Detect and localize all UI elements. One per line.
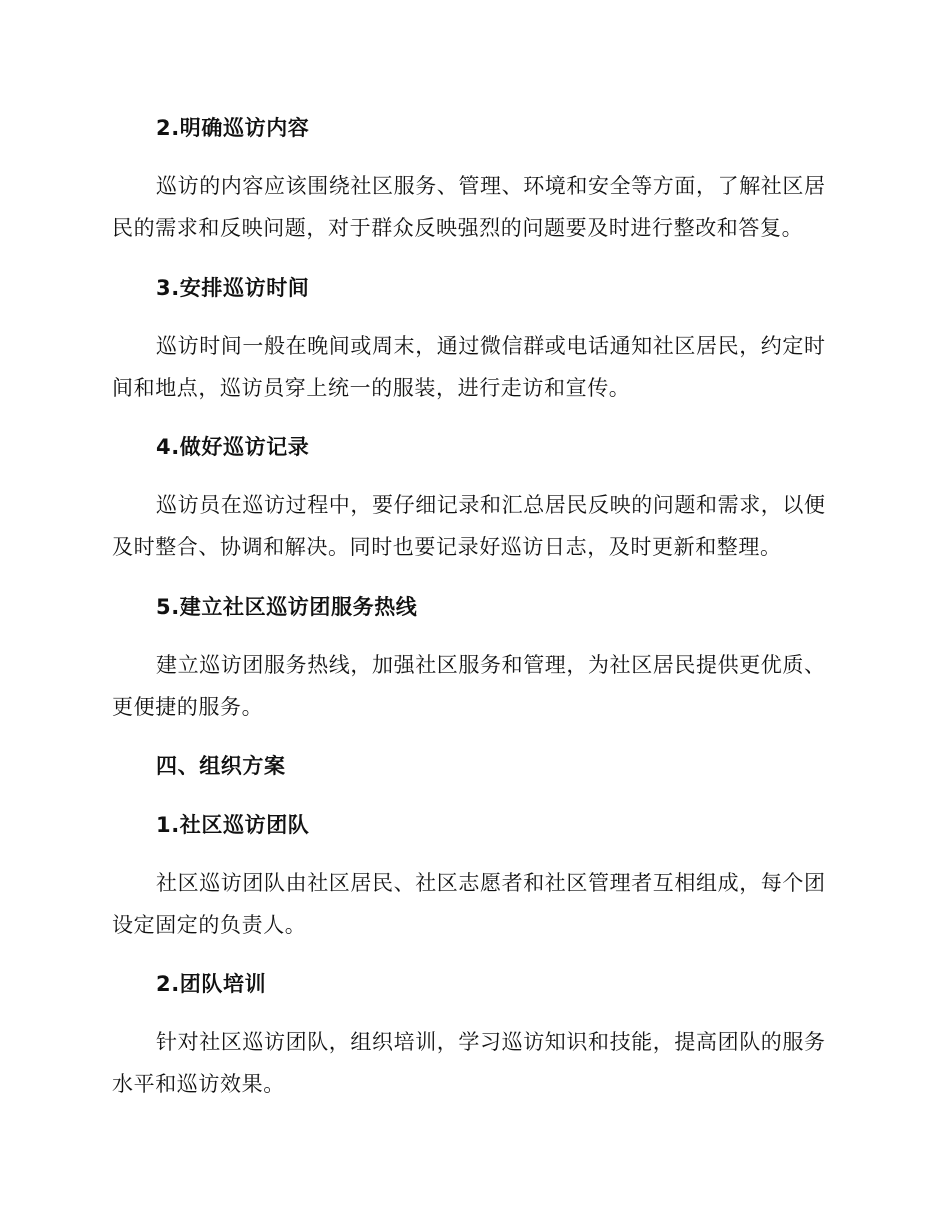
section-paragraph: 巡访员在巡访过程中，要仔细记录和汇总居民反映的问题和需求，以便及时整合、协调和解决。同时也要记录好巡访日志，及时更新和整理。 [112, 493, 826, 559]
section-paragraph: 社区巡访团队由社区居民、社区志愿者和社区管理者互相组成，每个团设定固定的负责人。 [112, 871, 826, 937]
section-heading: 2.团队培训 [156, 972, 267, 996]
section-paragraph: 巡访的内容应该围绕社区服务、管理、环境和安全等方面，了解社区居民的需求和反映问题，对于群众反映强烈的问题要及时进行整改和答复。 [112, 174, 826, 240]
section-paragraph: 建立巡访团服务热线，加强社区服务和管理，为社区居民提供更优质、更便捷的服务。 [112, 653, 826, 719]
section-heading: 1.社区巡访团队 [156, 813, 310, 837]
section-paragraph: 针对社区巡访团队，组织培训，学习巡访知识和技能，提高团队的服务水平和巡访效果。 [112, 1030, 826, 1096]
section-heading: 5.建立社区巡访团服务热线 [156, 595, 418, 619]
section-heading: 2.明确巡访内容 [156, 116, 310, 140]
section-heading: 3.安排巡访时间 [156, 276, 310, 300]
chapter-heading: 四、组织方案 [156, 754, 286, 778]
section-paragraph: 巡访时间一般在晚间或周末，通过微信群或电话通知社区居民，约定时间和地点，巡访员穿上统一的服装，进行走访和宣传。 [112, 334, 826, 400]
section-heading: 4.做好巡访记录 [156, 435, 310, 459]
